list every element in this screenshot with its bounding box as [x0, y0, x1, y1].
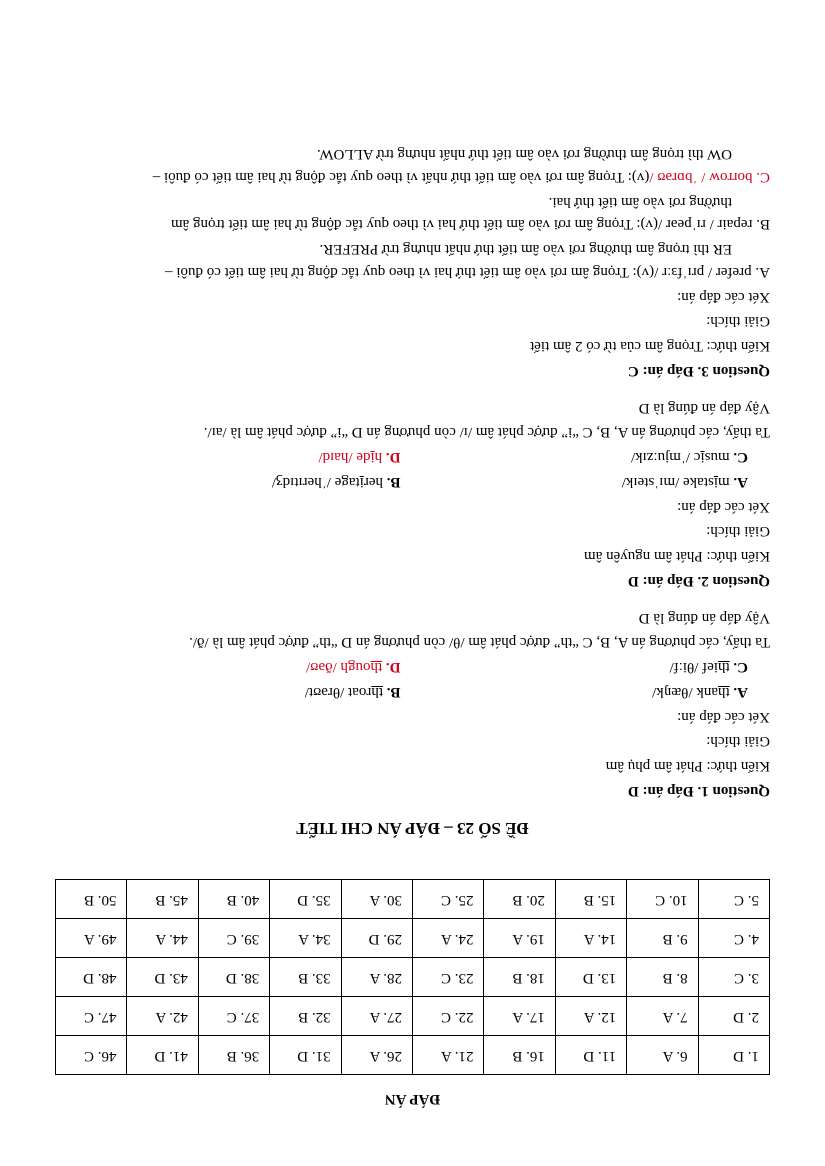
answer-cell: 1. D [698, 1036, 769, 1075]
answer-cell: 16. B [484, 1036, 555, 1075]
question-2-option-d-correct: D. hide /haɪd/ [318, 449, 401, 466]
answer-cell: 23. C [413, 958, 484, 997]
document-body [55, 145, 770, 1109]
question-2-review-label: Xét các đáp án: [677, 498, 770, 515]
answer-cell: 26. A [341, 1036, 412, 1075]
question-1-option-a: A. thank /θæŋk/ [652, 684, 748, 700]
answer-cell: 42. A [127, 997, 198, 1036]
answer-row [56, 1036, 770, 1075]
question-1-option-c: C. thief /θiːf/ [669, 659, 748, 676]
answer-row [56, 997, 770, 1036]
question-2-options-row-2 [55, 448, 770, 467]
answer-row [56, 919, 770, 958]
question-3-option-c-continued: OW thì trọng âm thường rơi vào âm tiết thứ nhất nhưng trừ ALLOW. [317, 146, 732, 163]
answer-cell: 28. A [341, 958, 412, 997]
answer-cell: 15. B [555, 880, 626, 919]
question-3-title: Question 3. Đáp án: C [627, 363, 770, 379]
answer-cell: 7. A [627, 997, 698, 1036]
answer-row [56, 958, 770, 997]
question-2-option-a: A. mistake /mɪˈsteɪk/ [621, 474, 748, 490]
answer-cell: 20. B [484, 880, 555, 919]
answer-cell: 12. A [555, 997, 626, 1036]
question-3-explain-label: Giải thích: [706, 313, 770, 330]
question-2-explain-label: Giải thích: [706, 523, 770, 540]
answer-cell: 48. D [56, 958, 127, 997]
answer-cell: 39. C [198, 919, 269, 958]
answer-cell: 36. B [198, 1036, 269, 1075]
answer-cell: 46. C [56, 1036, 127, 1075]
answer-cell: 30. A [341, 880, 412, 919]
document-title: ĐỀ SỐ 23 – ĐÁP ÁN CHI TIẾT [296, 819, 529, 839]
answer-cell: 9. B [627, 919, 698, 958]
question-1-conclusion: Ta thấy, các phương án A, B, C “th” được phát âm /θ/ còn phương án D “th” được phát âm là /ð/. [189, 634, 770, 651]
question-3-option-b: B. repair / rɪˈpeər /(v): Trọng âm rơi vào âm tiết thứ hai vì theo quy tắc động từ hai âm tiết trọng âm [170, 216, 770, 233]
answer-cell: 49. A [56, 919, 127, 958]
question-2-options-row-1 [55, 472, 770, 491]
answer-cell: 25. C [413, 880, 484, 919]
answer-cell: 40. B [198, 880, 269, 919]
answer-cell: 4. C [698, 919, 769, 958]
question-2-knowledge: Kiến thức: Phát âm nguyên âm [583, 548, 770, 565]
answer-cell: 10. C [627, 880, 698, 919]
answer-cell: 37. C [198, 997, 269, 1036]
answer-cell: 18. B [484, 958, 555, 997]
question-2-option-c: C. music /ˈmjuːzɪk/ [630, 449, 748, 466]
answer-cell: 31. D [270, 1036, 341, 1075]
answer-cell: 34. A [270, 919, 341, 958]
answer-key-table [55, 879, 770, 1075]
answer-cell: 27. A [341, 997, 412, 1036]
question-3-knowledge: Kiến thức: Trọng âm của từ có 2 âm tiết [530, 338, 770, 355]
answer-cell: 43. D [127, 958, 198, 997]
question-1-option-b: B. throat /θrəʊt/ [304, 684, 401, 700]
question-1-title: Question 1. Đáp án: D [627, 783, 770, 799]
answer-cell: 44. A [127, 919, 198, 958]
answer-cell: 29. D [341, 919, 412, 958]
question-3-option-c-correct-word: C. borrow / ˈbɒrəʊ / [649, 169, 770, 185]
question-3-review-label: Xét các đáp án: [677, 288, 770, 305]
question-1-options-row-2 [55, 658, 770, 677]
question-3-option-c: C. borrow / ˈbɒrəʊ /(v): Trọng âm rơi vào âm tiết thứ nhất vì theo quy tắc động từ hai âm tiết có đuôi – [152, 169, 770, 185]
answer-cell: 19. A [484, 919, 555, 958]
answer-cell: 24. A [413, 919, 484, 958]
answer-cell: 3. C [698, 958, 769, 997]
question-1-knowledge: Kiến thức: Phát âm phụ âm [605, 758, 770, 775]
question-1-review-label: Xét các đáp án: [677, 708, 770, 725]
answer-cell: 5. C [698, 880, 769, 919]
question-2-answer: Vậy đáp án đúng là D [638, 399, 770, 416]
question-1-options-row-1 [55, 682, 770, 701]
answer-cell: 22. C [413, 997, 484, 1036]
answer-cell: 41. D [127, 1036, 198, 1075]
answer-cell: 33. B [270, 958, 341, 997]
question-3-option-a-continued: ER thì trọng âm thường rơi vào âm tiết thứ nhất nhưng trừ PREFER. [319, 241, 732, 258]
question-1-answer: Vậy đáp án đúng là D [638, 609, 770, 626]
answer-cell: 2. D [698, 997, 769, 1036]
answer-cell: 14. A [555, 919, 626, 958]
answer-cell: 6. A [627, 1036, 698, 1075]
answer-cell: 45. B [127, 880, 198, 919]
answer-cell: 17. A [484, 997, 555, 1036]
answer-cell: 8. B [627, 958, 698, 997]
answer-cell: 35. D [270, 880, 341, 919]
question-1-option-d-correct: D. though /ðəʊ/ [306, 659, 401, 676]
question-2-option-b: B. heritage /ˈherɪtɪdʒ/ [271, 474, 401, 490]
answer-cell: 13. D [555, 958, 626, 997]
answer-key-heading: ĐÁP ÁN [384, 1091, 441, 1107]
question-2-conclusion: Ta thấy, các phương án A, B, C “i” được phát âm /ɪ/ còn phương án D “i” được phát âm là /aɪ/. [203, 424, 770, 441]
question-3-option-a: A. prefer / prɪˈfɜːr /(v): Trọng âm rơi vào âm tiết thứ hai vì theo quy tắc động từ hai âm tiết có đuôi – [165, 264, 770, 280]
question-2-title: Question 2. Đáp án: D [627, 573, 770, 589]
question-1-explain-label: Giải thích: [706, 733, 770, 750]
answer-cell: 21. A [413, 1036, 484, 1075]
answer-cell: 38. D [198, 958, 269, 997]
answer-cell: 50. B [56, 880, 127, 919]
question-3-option-b-continued: thường rơi vào âm tiết thứ hai. [548, 193, 732, 210]
answer-cell: 11. D [555, 1036, 626, 1075]
answer-cell: 32. B [270, 997, 341, 1036]
answer-row [56, 880, 770, 919]
answer-cell: 47. C [56, 997, 127, 1036]
